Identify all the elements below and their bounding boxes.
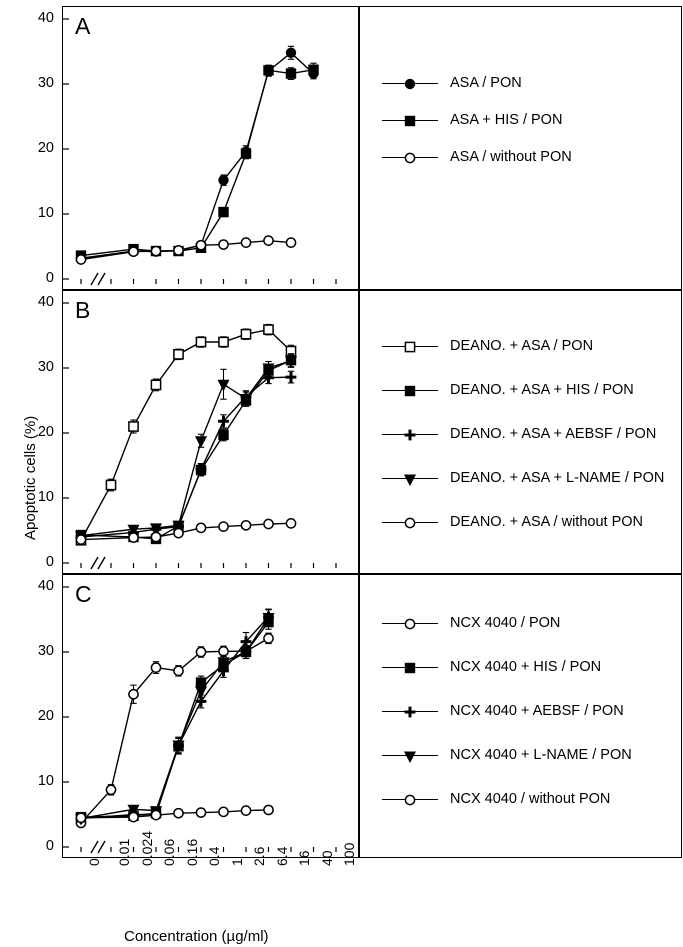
legend-symbol-plus bbox=[400, 702, 420, 722]
panel-a-plot bbox=[62, 6, 359, 290]
legend-line bbox=[382, 346, 438, 347]
legend-line bbox=[382, 83, 438, 84]
legend-line bbox=[382, 522, 438, 523]
legend-line bbox=[382, 434, 438, 435]
legend-symbol-filled-circle bbox=[400, 74, 420, 94]
legend-item bbox=[382, 112, 562, 128]
y-tick-label: 20 bbox=[37, 708, 54, 724]
legend-line bbox=[382, 390, 438, 391]
legend-symbol-filled-triangle-down bbox=[400, 469, 420, 489]
panel-c-legend bbox=[359, 574, 682, 858]
legend-item bbox=[382, 382, 634, 398]
x-tick-label: 0.06 bbox=[161, 838, 177, 866]
legend-line bbox=[382, 711, 438, 712]
y-tick-label: 10 bbox=[37, 489, 54, 505]
legend-item bbox=[382, 791, 610, 807]
legend-symbol-open-square bbox=[400, 337, 420, 357]
legend-item bbox=[382, 703, 624, 719]
panel-a-legend bbox=[359, 6, 682, 290]
panel-b-letter: B bbox=[75, 297, 91, 323]
x-tick-label: 40 bbox=[318, 850, 335, 866]
panel-b-canvas bbox=[63, 291, 358, 573]
y-tick-label: 0 bbox=[45, 838, 54, 854]
x-tick-label: 1 bbox=[228, 858, 245, 866]
legend-symbol-filled-triangle-down bbox=[400, 746, 420, 766]
y-tick-label: 20 bbox=[37, 424, 54, 440]
panel-b-legend bbox=[359, 290, 682, 574]
legend-item bbox=[382, 659, 601, 675]
x-tick-label: 100 bbox=[341, 842, 357, 866]
legend-item bbox=[382, 338, 593, 354]
y-tick-label: 0 bbox=[45, 270, 54, 286]
y-tick-label: 20 bbox=[37, 140, 54, 156]
legend-line bbox=[382, 478, 438, 479]
y-tick-label: 0 bbox=[45, 554, 54, 570]
legend-label: ASA / without PON bbox=[450, 149, 572, 165]
legend-label: NCX 4040 / without PON bbox=[450, 791, 611, 807]
x-tick-label: 0.024 bbox=[138, 830, 155, 866]
legend-label: NCX 4040 + L-NAME / PON bbox=[450, 747, 632, 763]
legend-label: NCX 4040 + AEBSF / PON bbox=[450, 703, 624, 719]
legend-symbol-open-circle bbox=[400, 614, 420, 634]
legend-item bbox=[382, 470, 664, 486]
x-tick-label: 0.01 bbox=[116, 838, 132, 866]
panel-a-letter: A bbox=[75, 13, 91, 39]
y-tick-label: 40 bbox=[37, 294, 54, 310]
legend-item bbox=[382, 747, 632, 763]
y-tick-label: 30 bbox=[37, 643, 54, 659]
legend-label: ASA / PON bbox=[450, 75, 522, 91]
panel-b-plot bbox=[62, 290, 359, 574]
legend-line bbox=[382, 623, 438, 624]
panel-c-letter: C bbox=[75, 581, 92, 607]
legend-line bbox=[382, 157, 438, 158]
legend-label: NCX 4040 / PON bbox=[450, 615, 561, 631]
legend-item bbox=[382, 514, 643, 530]
legend-item bbox=[382, 149, 572, 165]
legend-symbol-open-circle bbox=[400, 513, 420, 533]
x-tick-label: 6.4 bbox=[273, 846, 290, 866]
legend-symbol-plus bbox=[400, 425, 420, 445]
legend-item bbox=[382, 75, 522, 91]
y-tick-label: 10 bbox=[37, 205, 54, 221]
legend-label: ASA + HIS / PON bbox=[450, 112, 563, 128]
x-tick-label: 0.4 bbox=[206, 846, 222, 866]
legend-label: DEANO. + ASA + AEBSF / PON bbox=[450, 426, 657, 442]
x-tick-label: 0.16 bbox=[183, 838, 200, 866]
y-tick-label: 40 bbox=[37, 10, 54, 26]
legend-line bbox=[382, 755, 438, 756]
y-tick-label: 30 bbox=[37, 359, 54, 375]
legend-symbol-filled-square bbox=[400, 111, 420, 131]
legend-label: NCX 4040 + HIS / PON bbox=[450, 659, 602, 675]
x-tick-label: 0 bbox=[86, 858, 102, 866]
x-tick-label: 16 bbox=[296, 850, 312, 866]
legend-symbol-filled-square bbox=[400, 381, 420, 401]
panel-c-plot bbox=[62, 574, 359, 858]
legend-symbol-filled-square bbox=[400, 658, 420, 678]
legend-item bbox=[382, 426, 656, 442]
legend-line bbox=[382, 120, 438, 121]
legend-label: DEANO. + ASA + HIS / PON bbox=[450, 382, 634, 398]
panel-a-canvas bbox=[63, 7, 358, 289]
legend-label: DEANO. + ASA / without PON bbox=[450, 514, 644, 530]
y-tick-label: 30 bbox=[37, 75, 54, 91]
legend-line bbox=[382, 667, 438, 668]
legend-symbol-open-circle bbox=[400, 790, 420, 810]
y-tick-label: 10 bbox=[37, 773, 54, 789]
legend-label: DEANO. + ASA / PON bbox=[450, 338, 594, 354]
y-tick-label: 40 bbox=[37, 578, 54, 594]
legend-symbol-open-circle bbox=[400, 148, 420, 168]
legend-line bbox=[382, 799, 438, 800]
x-axis-title: Concentration (µg/ml) bbox=[124, 928, 269, 945]
legend-label: DEANO. + ASA + L-NAME / PON bbox=[450, 470, 665, 486]
y-axis-title: Apoptotic cells (%) bbox=[22, 415, 39, 540]
legend-item bbox=[382, 615, 560, 631]
panel-c-canvas bbox=[63, 575, 358, 857]
x-tick-label: 2.6 bbox=[251, 846, 267, 866]
